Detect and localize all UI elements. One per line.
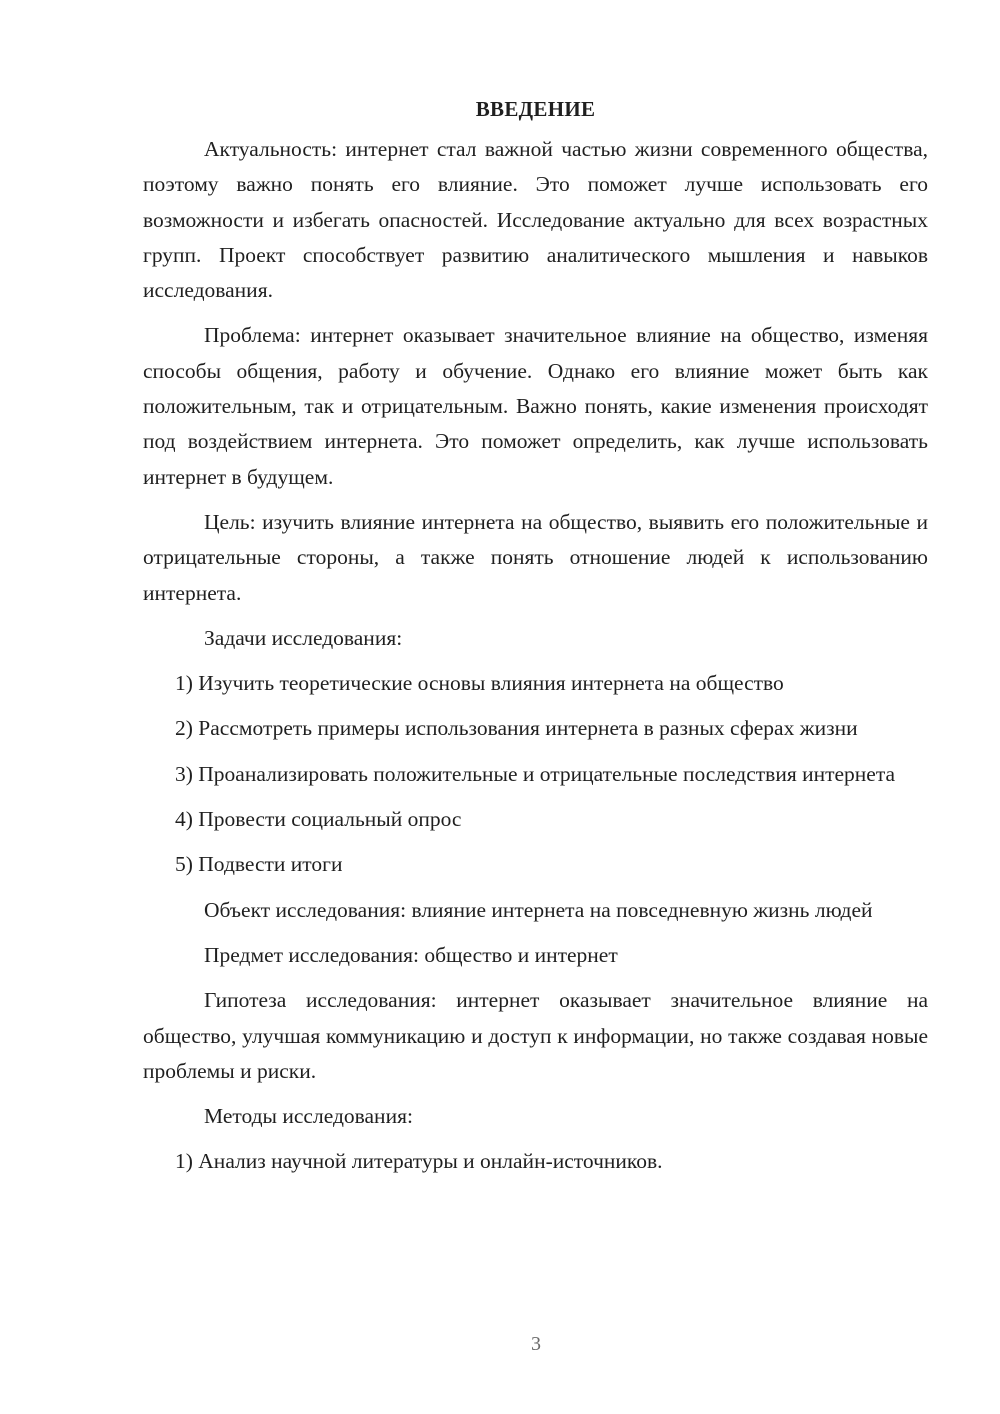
- task-item: 5) Подвести итоги: [175, 852, 343, 877]
- document-page: [143, 92, 928, 1190]
- task-item: 4) Провести социальный опрос: [175, 807, 462, 832]
- goal-paragraph: Цель: изучить влияние интернета на общество, выявить его положительные и отрицательные стороны, а также понять отношение людей к использованию интернета.: [143, 509, 928, 605]
- method-item: 1) Анализ научной литературы и онлайн-источников.: [175, 1149, 663, 1174]
- subject-paragraph: Предмет исследования: общество и интернет: [204, 942, 618, 967]
- section-heading: ВВЕДЕНИЕ: [475, 97, 596, 121]
- task-item: 1) Изучить теоретические основы влияния интернета на общество: [175, 671, 784, 696]
- problem-paragraph: Проблема: интернет оказывает значительное влияние на общество, изменяя способы общения, работу и обучение. Однако его влияние может быть как положительным, так и отрицательным. Важно понять, какие изменения происходят под воздействием интернета. Это поможет определить, как лучше использовать интернет в будущем.: [143, 323, 928, 489]
- tasks-heading: Задачи исследования:: [204, 625, 403, 650]
- task-item: 2) Рассмотреть примеры использования интернета в разных сферах жизни: [175, 716, 858, 741]
- relevance-paragraph: Актуальность: интернет стал важной частью жизни современного общества, поэтому важно понять его влияние. Это поможет лучше использовать его возможности и избегать опасностей. Исследование актуально для всех возрастных групп. Проект способствует развитию аналитического мышления и навыков исследования.: [143, 137, 928, 303]
- methods-heading: Методы исследования:: [204, 1104, 413, 1129]
- object-paragraph: Объект исследования: влияние интернета на повседневную жизнь людей: [204, 897, 873, 922]
- task-item: 3) Проанализировать положительные и отрицательные последствия интернета: [175, 761, 896, 786]
- hypothesis-paragraph: Гипотеза исследования: интернет оказывает значительное влияние на общество, улучшая коммуникацию и доступ к информации, но также создавая новые проблемы и риски.: [143, 988, 928, 1083]
- page-number: 3: [531, 1333, 541, 1355]
